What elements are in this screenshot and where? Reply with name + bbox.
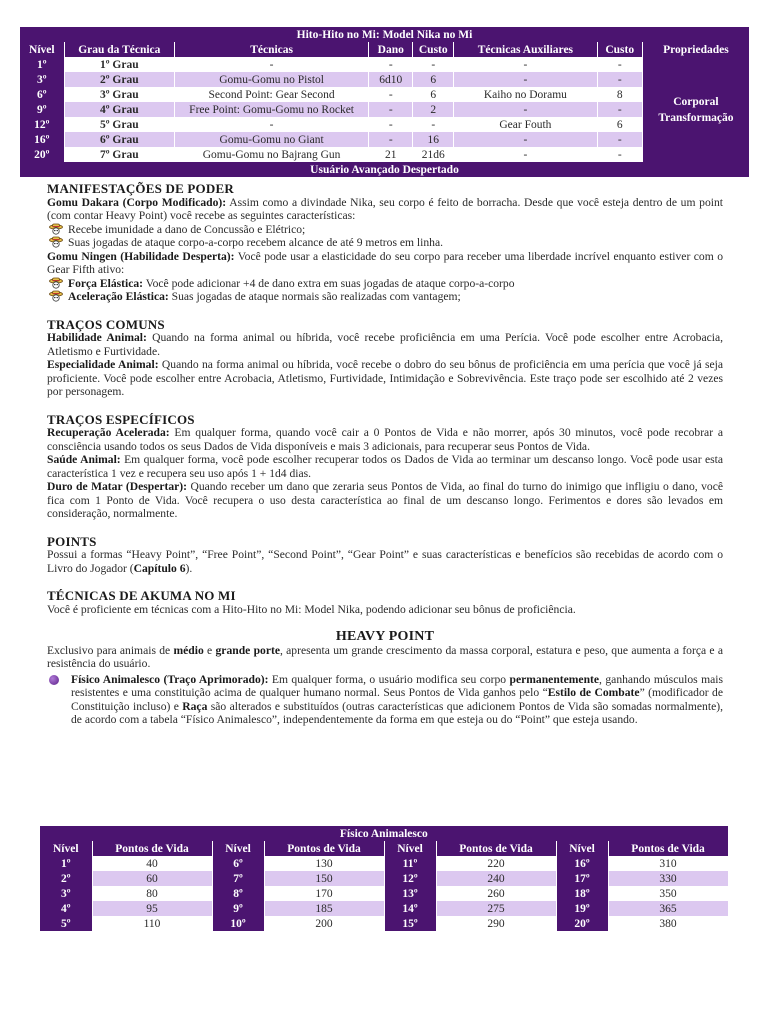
table-row — [20, 102, 750, 117]
hp-cell: 95 — [92, 901, 212, 916]
feature-text: Você pode usar a elasticidade do seu corpo para receber uma liberdade incrível enquanto estiver com o Gear Fifth ativo: — [47, 249, 723, 276]
aux-cell: - — [454, 57, 597, 72]
section-heading: MANIFESTAÇÕES DE PODER — [47, 181, 234, 196]
level-cell: 8º — [212, 886, 264, 901]
table-row — [20, 72, 750, 87]
tecnica-cell: Gomu-Gomu no Giant — [174, 132, 368, 147]
aux-cell: - — [454, 72, 597, 87]
level-cell: 5º — [40, 916, 92, 931]
custo2-cell: - — [597, 57, 642, 72]
grau-cell: 3º Grau — [64, 87, 174, 102]
hp-cell: 260 — [436, 886, 556, 901]
custo2-cell: - — [597, 147, 642, 162]
hp-cell: 275 — [436, 901, 556, 916]
level-cell: 17º — [556, 871, 608, 886]
hp-cell: 130 — [264, 856, 384, 871]
grau-cell: 2º Grau — [64, 72, 174, 87]
aux-cell: - — [454, 147, 597, 162]
level-cell: 6º — [212, 856, 264, 871]
custo-cell: 16 — [413, 132, 454, 147]
tecnica-cell: Free Point: Gomu-Gomu no Rocket — [174, 102, 368, 117]
section-heading: POINTS — [47, 533, 97, 549]
heavy-text: Exclusivo para animais de — [47, 643, 174, 657]
hp-cell: 240 — [436, 871, 556, 886]
col-header: Custo — [413, 42, 454, 57]
dano-cell: - — [369, 87, 413, 102]
custo2-cell: 6 — [597, 117, 642, 132]
bullet-text: Recebe imunidade a dano de Concussão e Elétrico; — [68, 222, 306, 236]
section-heading: HEAVY POINT — [335, 629, 435, 644]
custo-cell: 21d6 — [413, 147, 454, 162]
points-text: Possui a formas “Heavy Point”, “Free Point”, “Second Point”, “Gear Point” e suas características e benefícios são recebidas de acordo com o Livro do Jogador ( — [47, 548, 723, 575]
straw-hat-skull-icon — [49, 290, 63, 302]
feature-text: Quando receber um dano que zeraria seus Pontos de Vida, ao final do turno do inimigo que infligiu o dano, você fica com 1 Ponto de Vida. Você recupera o uso desta característica ao final de um descanso longo. Ferimentos e dores são levados em consideração, normalmente. — [47, 480, 723, 520]
feature-label: Gomu Ningen (Habilidade Desperta): — [47, 249, 235, 263]
col-header: Grau da Técnica — [64, 42, 174, 57]
custo2-cell: - — [597, 132, 642, 147]
table-footer: Usuário Avançado Despertado — [20, 162, 750, 177]
heavy-bold: médio — [173, 643, 204, 657]
fisico-animalesco-table — [40, 826, 729, 931]
heavy-text: , apresenta um grande crescimento da massa corporal, estatura e peso, que aumenta a força e a resistência do usuário. — [47, 643, 724, 670]
custo-cell: - — [413, 117, 454, 132]
points-text-end: ). — [185, 561, 193, 575]
bullet-label: Físico Animalesco (Traço Aprimorado): — [71, 672, 269, 686]
table-row — [20, 117, 750, 132]
col-header: Pontos de Vida — [264, 841, 384, 856]
col-header: Nível — [556, 841, 608, 856]
custo2-cell: - — [597, 72, 642, 87]
dano-cell: - — [369, 132, 413, 147]
hito-hito-table — [20, 27, 750, 177]
bullet-text: Suas jogadas de ataque corpo-a-corpo recebem alcance de até 9 metros em linha. — [68, 236, 444, 249]
custo-cell: 6 — [413, 72, 454, 87]
feature-text: Assim como a divindade Nika, seu corpo é feito de borracha. Desde que você esteja dentro de um point (com contar Heavy Point) você recebe as seguintes características: — [47, 195, 723, 222]
col-header: Dano — [369, 42, 413, 57]
level-cell: 12º — [384, 871, 436, 886]
level-cell: 13º — [384, 886, 436, 901]
feature-label: Gomu Dakara (Corpo Modificado): — [47, 195, 227, 209]
bullet-text: são alterados e substituídos (outras características que adicionem Pontos de Vida são somadas normalmente), de acordo com a tabela “Físico Animalesco”, independentemente da forma em que esteja ou do “Point” que esteja usando. — [71, 699, 723, 726]
level-cell: 3º — [40, 886, 92, 901]
level-cell: 9º — [212, 901, 264, 916]
hp-cell: 330 — [608, 871, 728, 886]
col-header: Técnicas Auxiliares — [454, 42, 597, 57]
bullet-label: Força Elástica: — [68, 276, 144, 290]
grau-cell: 7º Grau — [64, 147, 174, 162]
aux-cell: - — [454, 102, 597, 117]
level-cell: 6º — [20, 87, 64, 102]
table-row — [40, 886, 728, 901]
grau-cell: 5º Grau — [64, 117, 174, 132]
hp-cell: 185 — [264, 901, 384, 916]
custo-cell: 2 — [413, 102, 454, 117]
aux-cell: Gear Fouth — [454, 117, 597, 132]
col-header: Pontos de Vida — [608, 841, 728, 856]
feature-text: Quando na forma animal ou híbrida, você recebe proficiência em uma Perícia. Você pode escolher entre Acrobacia, Atletismo e Furtividade. — [47, 331, 723, 358]
table-row — [40, 916, 728, 931]
table-title: Hito-Hito no Mi: Model Nika no Mi — [20, 27, 750, 42]
hp-cell: 310 — [608, 856, 728, 871]
bullet-text: ” (modificador de Constituição incluso) e — [71, 686, 723, 713]
table-row — [40, 901, 728, 916]
col-header: Técnicas — [174, 42, 368, 57]
heavy-bold: grande porte — [215, 643, 280, 657]
grau-cell: 1º Grau — [64, 57, 174, 72]
tecnica-cell: Second Point: Gear Second — [174, 87, 368, 102]
level-cell: 4º — [40, 901, 92, 916]
feature-label: Especialidade Animal: — [47, 358, 159, 371]
col-header: Nível — [212, 841, 264, 856]
hp-cell: 365 — [608, 901, 728, 916]
hp-cell: 80 — [92, 886, 212, 901]
table-row — [40, 871, 728, 886]
col-header: Nível — [20, 42, 64, 57]
bullet-text: Em qualquer forma, o usuário modifica seu corpo — [268, 672, 510, 686]
table-row — [40, 856, 728, 871]
points-chapter: Capítulo 6 — [133, 561, 186, 575]
purple-orb-icon — [49, 675, 59, 685]
section-heading: TÉCNICAS DE AKUMA NO MI — [47, 588, 236, 603]
level-cell: 15º — [384, 916, 436, 931]
heavy-text: e — [203, 643, 216, 657]
table-row — [20, 147, 750, 162]
hp-cell: 150 — [264, 871, 384, 886]
dano-cell: - — [369, 57, 413, 72]
level-cell: 18º — [556, 886, 608, 901]
bullet-bold: Estilo de Combate — [547, 686, 640, 699]
level-cell: 10º — [212, 916, 264, 931]
hp-cell: 220 — [436, 856, 556, 871]
feature-label: Saúde Animal: — [47, 453, 121, 466]
level-cell: 2º — [40, 871, 92, 886]
tecnicas-text: Você é proficiente em técnicas com a Hito-Hito no Mi: Model Nika, podendo adicionar seu bônus de proficiência. — [47, 602, 576, 616]
col-header: Custo — [597, 42, 642, 57]
level-cell: 11º — [384, 856, 436, 871]
feature-label: Recuperação Acelerada: — [47, 426, 170, 439]
feature-text: Em qualquer forma, você pode escolher recuperar todos os Dados de Vida ao terminar um descanso longo. Você pode usar esta característica 1 vez e recupera seu uso após 1 + 1d4 dias. — [47, 453, 723, 480]
page-content — [47, 182, 723, 727]
section-heading: TRAÇOS COMUNS — [47, 316, 165, 332]
col-header: Pontos de Vida — [436, 841, 556, 856]
level-cell: 14º — [384, 901, 436, 916]
hp-cell: 40 — [92, 856, 212, 871]
dano-cell: 21 — [369, 147, 413, 162]
level-cell: 20º — [20, 147, 64, 162]
tecnica-cell: - — [174, 117, 368, 132]
tecnica-cell: Gomu-Gomu no Pistol — [174, 72, 368, 87]
custo-cell: - — [413, 57, 454, 72]
straw-hat-skull-icon — [49, 223, 63, 235]
feature-label: Duro de Matar (Despertar): — [47, 480, 188, 493]
level-cell: 1º — [40, 856, 92, 871]
bullet-text: Você pode adicionar +4 de dano extra em suas jogadas de ataque corpo-a-corpo — [143, 276, 515, 290]
level-cell: 1º — [20, 57, 64, 72]
tecnica-cell: - — [174, 57, 368, 72]
tecnica-cell: Gomu-Gomu no Bajrang Gun — [174, 147, 368, 162]
level-cell: 19º — [556, 901, 608, 916]
bullet-bold: Raça — [182, 699, 208, 713]
level-cell: 16º — [556, 856, 608, 871]
hp-cell: 110 — [92, 916, 212, 931]
dano-cell: 6d10 — [369, 72, 413, 87]
aux-cell: - — [454, 132, 597, 147]
level-cell: 20º — [556, 916, 608, 931]
properties-cell: Corporal Transformação — [642, 57, 749, 162]
straw-hat-skull-icon — [49, 277, 63, 289]
bullet-text: Suas jogadas de ataque normais são realizadas com vantagem; — [168, 290, 461, 303]
level-cell: 12º — [20, 117, 64, 132]
table-row — [20, 57, 750, 72]
bullet-bold: permanentemente — [509, 672, 600, 686]
col-header: Pontos de Vida — [92, 841, 212, 856]
level-cell: 7º — [212, 871, 264, 886]
hp-cell: 170 — [264, 886, 384, 901]
grau-cell: 4º Grau — [64, 102, 174, 117]
custo-cell: 6 — [413, 87, 454, 102]
feature-text: Quando na forma animal ou híbrida, você recebe o dobro do seu bônus de proficiência em uma perícia que você já seja proficiente. Você pode escolher entre Acrobacia, Atletismo, Furtividade, Intimidação e Sobrevivência. Este traço pode ser escolhido até 2 vezes por personagem. — [47, 358, 723, 398]
hp-cell: 200 — [264, 916, 384, 931]
feature-text: Em qualquer forma, quando você cair a 0 Pontos de Vida e não morrer, após 30 minutos, você pode recobrar a consciência usando todos os seus Dados de Vida disponíveis e mais 3 adicionais, para recuperar seus Pontos de Vida. — [47, 426, 723, 453]
hp-cell: 290 — [436, 916, 556, 931]
level-cell: 9º — [20, 102, 64, 117]
feature-label: Habilidade Animal: — [47, 331, 147, 344]
table-row — [20, 132, 750, 147]
table-row — [20, 87, 750, 102]
col-header: Nível — [384, 841, 436, 856]
custo2-cell: 8 — [597, 87, 642, 102]
straw-hat-skull-icon — [49, 236, 63, 248]
grau-cell: 6º Grau — [64, 132, 174, 147]
table-title: Físico Animalesco — [40, 826, 728, 841]
hp-cell: 380 — [608, 916, 728, 931]
level-cell: 3º — [20, 72, 64, 87]
aux-cell: Kaiho no Doramu — [454, 87, 597, 102]
col-header: Nível — [40, 841, 92, 856]
dano-cell: - — [369, 102, 413, 117]
col-header: Propriedades — [642, 42, 749, 57]
custo2-cell: - — [597, 102, 642, 117]
section-heading: TRAÇOS ESPECÍFICOS — [47, 411, 195, 427]
hp-cell: 350 — [608, 886, 728, 901]
bullet-text: , ganhando músculos mais resistentes e uma constituição acima de qualquer humano normal. Seus Pontos de Vida ganhos pelo “ — [71, 672, 723, 699]
level-cell: 16º — [20, 132, 64, 147]
hp-cell: 60 — [92, 871, 212, 886]
dano-cell: - — [369, 117, 413, 132]
bullet-label: Aceleração Elástica: — [68, 290, 169, 303]
